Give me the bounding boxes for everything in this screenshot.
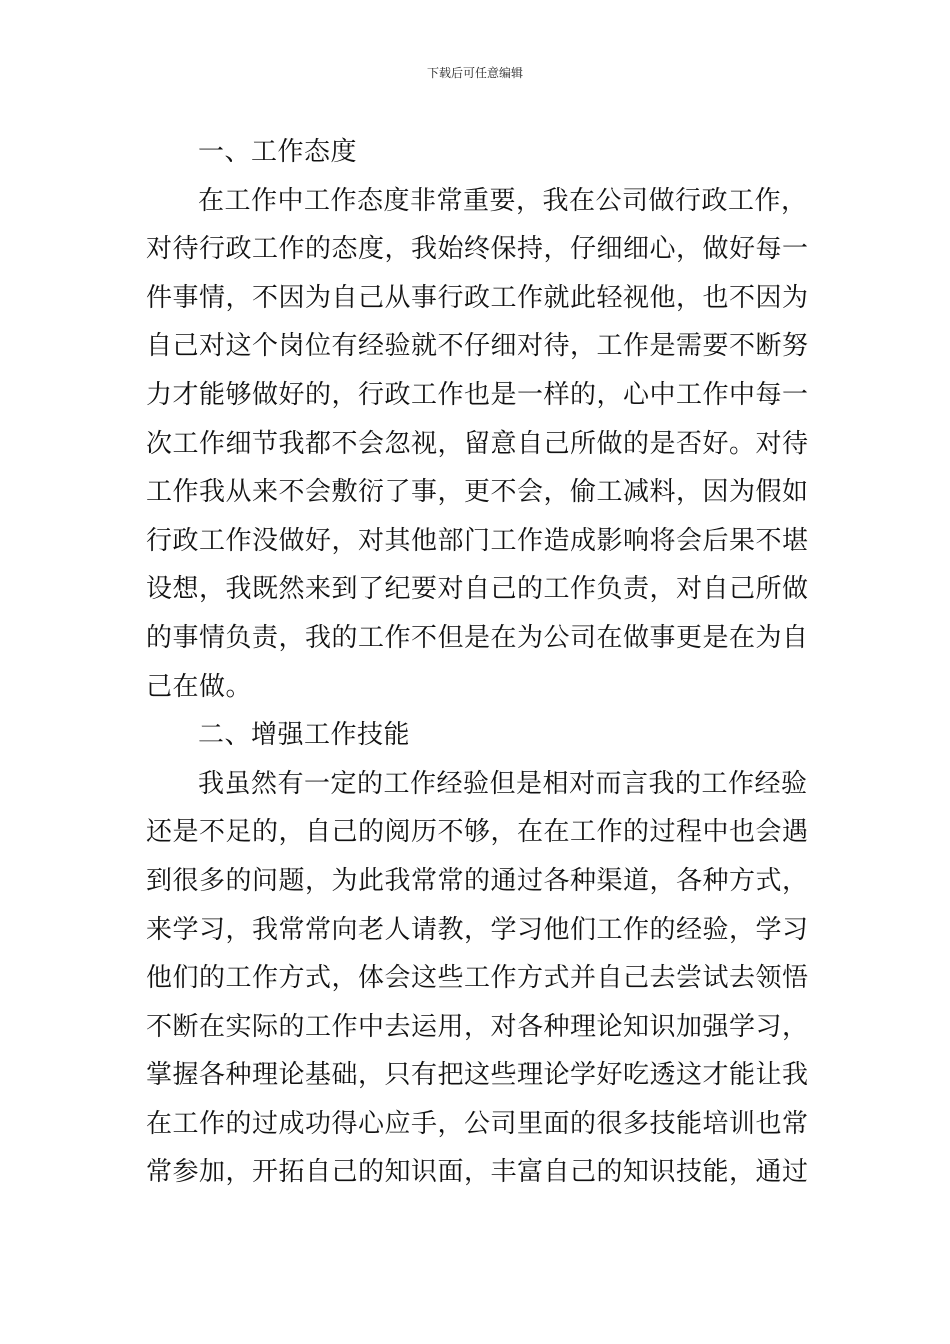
page-header-note: 下载后可任意编辑	[426, 66, 523, 80]
section-heading-work-attitude: 一、工作态度	[198, 137, 358, 167]
paragraph-line: 来学习，我常常向老人请教，学习他们工作的经验，学习	[146, 914, 809, 945]
section-heading-skills: 二、增强工作技能	[198, 720, 411, 751]
paragraph-line: 力才能够做好的，行政工作也是一样的，心中工作中每一	[146, 379, 809, 410]
paragraph-line: 次工作细节我都不会忽视，留意自己所做的是否好。对待	[146, 428, 809, 459]
paragraph-line: 行政工作没做好，对其他部门工作造成影响将会后果不堪	[146, 525, 809, 556]
paragraph-line: 到很多的问题，为此我常常的通过各种渠道，各种方式，	[146, 865, 809, 896]
paragraph-line: 己在做。	[146, 671, 253, 702]
paragraph-line: 我虽然有一定的工作经验但是相对而言我的工作经验	[198, 768, 808, 799]
paragraph-line: 的事情负责，我的工作不但是在为公司在做事更是在为自	[146, 622, 809, 653]
document-body	[146, 128, 810, 1197]
paragraph-line: 设想，我既然来到了纪要对自己的工作负责，对自己所做	[146, 574, 809, 605]
paragraph-line: 对待行政工作的态度，我始终保持，仔细细心，做好每一	[146, 234, 809, 265]
paragraph-line: 掌握各种理论基础，只有把这些理论学好吃透这才能让我	[146, 1060, 809, 1091]
paragraph-line: 自己对这个岗位有经验就不仔细对待，工作是需要不断努	[146, 331, 809, 362]
paragraph-line: 还是不足的，自己的阅历不够，在在工作的过程中也会遇	[146, 817, 809, 848]
paragraph-line: 件事情，不因为自己从事行政工作就此轻视他，也不因为	[146, 282, 809, 313]
paragraph-line: 常参加，开拓自己的知识面，丰富自己的知识技能，通过	[146, 1157, 809, 1188]
paragraph-line: 工作我从来不会敷衍了事，更不会，偷工减料，因为假如	[146, 477, 809, 508]
paragraph-line: 在工作的过成功得心应手，公司里面的很多技能培训也常	[146, 1108, 809, 1139]
paragraph-line: 不断在实际的工作中去运用，对各种理论知识加强学习，	[146, 1011, 809, 1042]
paragraph-line: 他们的工作方式，体会这些工作方式并自己去尝试去领悟	[146, 963, 809, 994]
paragraph-line: 在工作中工作态度非常重要，我在公司做行政工作，	[198, 185, 808, 216]
